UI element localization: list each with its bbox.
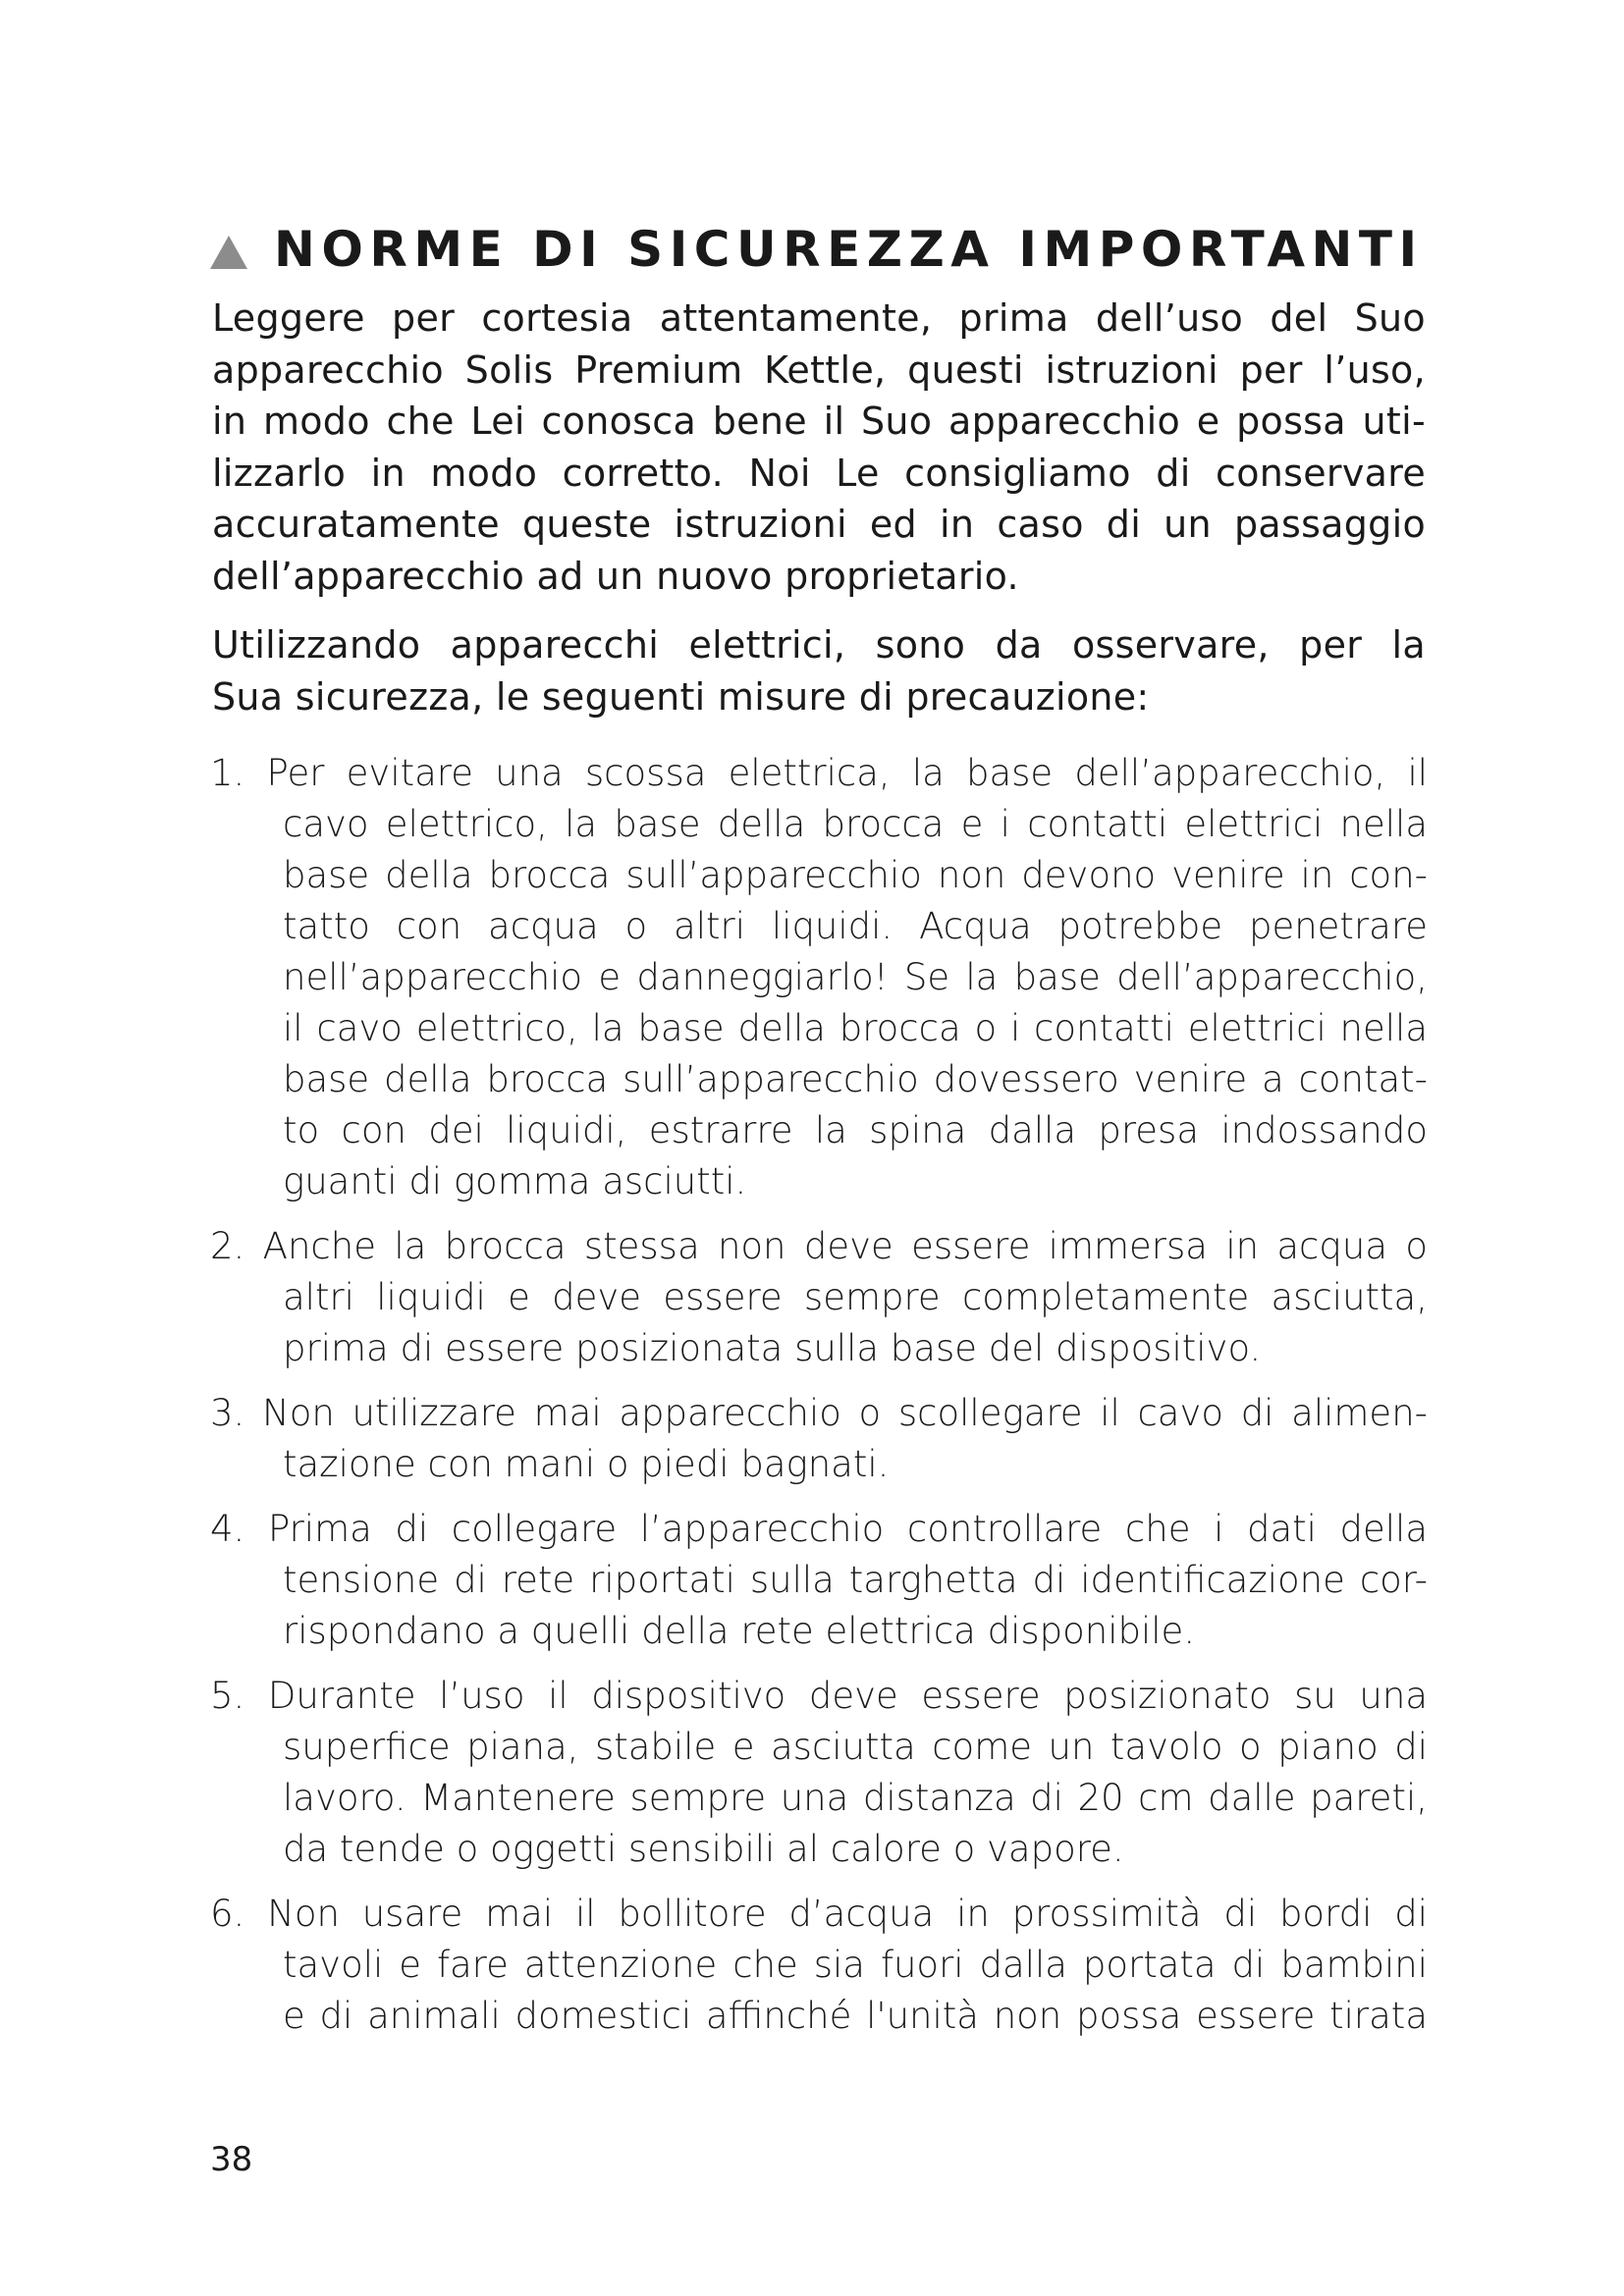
intro-line: accuratamente queste istruzioni ed in caso di un passaggio	[212, 503, 1426, 546]
precaution-intro	[212, 619, 1426, 722]
item-line: superfice piana, stabile e asciutta come un tavolo o piano di	[283, 1726, 1428, 1768]
intro-line: Leggere per cortesia attentamente, prima dell’uso del Suo	[212, 296, 1426, 340]
item-line: il cavo elettrico, la base della brocca o i contatti elettrici nella	[283, 1007, 1428, 1049]
list-item	[210, 1221, 1428, 1374]
item-line: tensione di rete riportati sulla targhetta di identificazione cor-	[283, 1559, 1428, 1601]
list-item	[210, 748, 1428, 1207]
item-line: prima di essere posizionata sulla base del dispositivo.	[283, 1327, 1262, 1369]
section-heading	[209, 220, 1427, 279]
item-line: to con dei liquidi, estrarre la spina dalla presa indossando	[283, 1109, 1428, 1151]
list-item	[210, 1504, 1428, 1657]
intro-line: Utilizzando apparecchi elettrici, sono da osservare, per la	[212, 623, 1426, 667]
item-line: guanti di gomma asciutti.	[283, 1160, 747, 1202]
item-line: e di animali domestici affinché l'unità non possa essere tirata	[283, 1995, 1428, 2037]
list-item	[210, 1671, 1428, 1875]
warning-triangle-icon	[209, 235, 248, 270]
item-line: altri liquidi e deve essere sempre completamente asciutta,	[283, 1276, 1428, 1318]
list-item	[210, 1388, 1428, 1490]
item-line: Non usare mai il bollitore d’acqua in prossimità di bordi di	[267, 1893, 1428, 1935]
intro-line: Sua sicurezza, le seguenti misure di precauzione:	[212, 674, 1150, 719]
item-line: Durante l’uso il dispositivo deve essere posizionato su una	[267, 1675, 1429, 1717]
item-line: lavoro. Mantenere sempre una distanza di 20 cm dalle pareti,	[283, 1777, 1428, 1819]
item-line: base della brocca sull’apparecchio non devono venire in con-	[283, 854, 1428, 896]
item-line: rispondano a quelli della rete elettrica disponibile.	[283, 1610, 1196, 1652]
item-number: 5.	[210, 1675, 245, 1717]
item-line: cavo elettrico, la base della brocca e i contatti elettrici nella	[283, 803, 1428, 845]
intro-line: in modo che Lei conosca bene il Suo apparecchio e possa uti-	[212, 400, 1426, 443]
item-line: Anche la brocca stessa non deve essere immersa in acqua o	[262, 1225, 1428, 1267]
item-line: tavoli e fare attenzione che sia fuori dalla portata di bambini	[283, 1944, 1428, 1986]
intro-line: apparecchio Solis Premium Kettle, questi istruzioni per l’uso,	[212, 347, 1426, 392]
list-item	[210, 1889, 1428, 2042]
safety-list	[210, 748, 1428, 2056]
item-line: Per evitare una scossa elettrica, la base dell’apparecchio, il	[266, 752, 1429, 794]
item-number: 6.	[210, 1893, 245, 1935]
page-number: 38	[210, 2140, 253, 2179]
item-line: tatto con acqua o altri liquidi. Acqua potrebbe penetrare	[283, 905, 1428, 947]
intro-paragraph	[212, 293, 1426, 602]
item-number: 1.	[210, 752, 245, 794]
intro-line: lizzarlo in modo corretto. Noi Le consigliamo di conservare	[212, 451, 1426, 495]
item-line: tazione con mani o piedi bagnati.	[283, 1443, 890, 1485]
item-number: 2.	[210, 1225, 245, 1267]
heading-text: NORME DI SICUREZZA IMPORTANTI	[274, 221, 1424, 278]
item-line: da tende o oggetti sensibili al calore o vapore.	[283, 1828, 1124, 1870]
intro-line: dell’apparecchio ad un nuovo proprietario.	[212, 554, 1019, 598]
item-number: 3.	[210, 1392, 245, 1434]
item-line: nell’apparecchio e danneggiarlo! Se la base dell’apparecchio,	[283, 956, 1428, 998]
item-number: 4.	[210, 1508, 245, 1550]
item-line: Non utilizzare mai apparecchio o scollegare il cavo di alimen-	[262, 1392, 1428, 1434]
item-line: Prima di collegare l’apparecchio controllare che i dati della	[267, 1508, 1429, 1550]
item-line: base della brocca sull’apparecchio dovessero venire a contat-	[283, 1058, 1428, 1100]
